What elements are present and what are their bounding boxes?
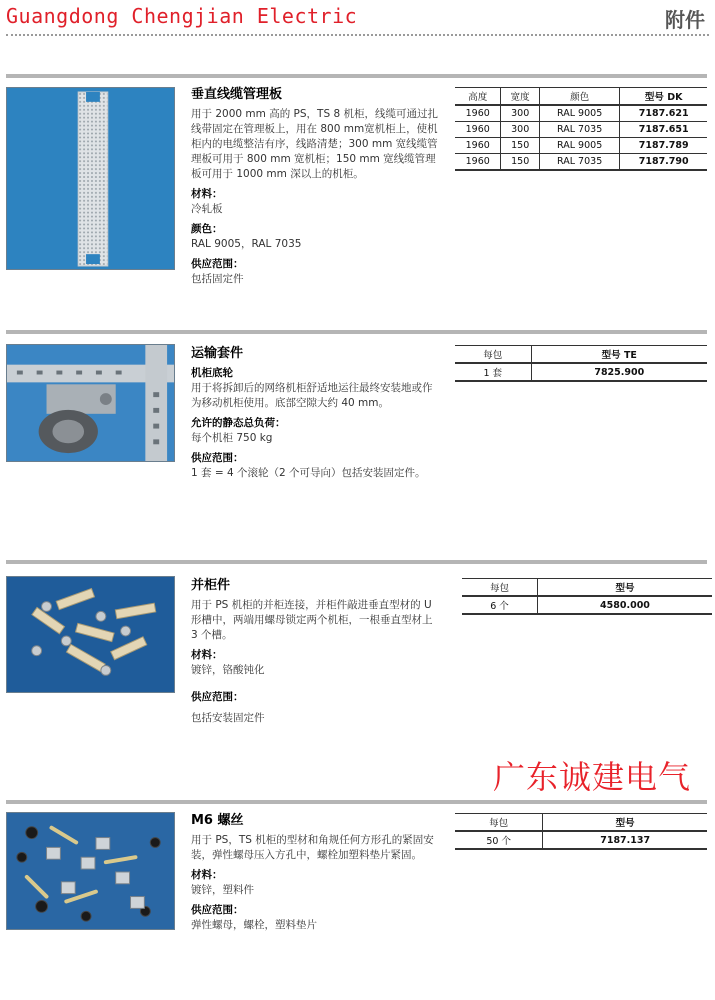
section-title: 附件 — [665, 8, 705, 32]
column-header: 型号 TE — [531, 346, 707, 364]
table-cell: RAL 7035 — [539, 154, 619, 171]
table-row — [455, 154, 707, 171]
load-label: 允许的静态总负荷： — [191, 417, 286, 429]
table-cell: 7187.137 — [543, 831, 707, 849]
product-description: 用于 2000 mm 高的 PS，TS 8 机柜，线缆可通过扎线带固定在管理板上，用在 800 mm宽机柜上，使机柜内的电缆整洁有序，线路清楚；300 mm 宽线缆管理板可用于 800 mm 宽机柜；150 mm 宽线缆管理板可用于 1000 mm 深以上的机柜。 — [191, 108, 438, 180]
table-header-row — [455, 88, 707, 106]
baying-kit-photo — [6, 576, 175, 693]
table-cell: 1960 — [455, 122, 501, 138]
product-description: 用于 PS 机柜的并柜连接，并柜件敲进垂直型材的 U 形槽中，两端用螺母锁定两个机柜，一根垂直型材上 3 个槽。 — [191, 599, 433, 641]
product-title: 运输套件 — [191, 346, 244, 361]
table-cell: RAL 7035 — [539, 122, 619, 138]
table-cell: 150 — [501, 154, 539, 171]
header-divider — [6, 34, 709, 36]
table-cell: 6 个 — [462, 596, 537, 614]
load-value: 每个机柜 750 kg — [191, 432, 273, 444]
cable-panel-photo — [6, 87, 175, 270]
column-header: 型号 DK — [620, 88, 707, 106]
material-value: 冷轧板 — [191, 203, 223, 215]
table-cell: 7825.900 — [531, 363, 707, 381]
table-row — [455, 105, 707, 122]
spec-table-baying-kit — [462, 578, 712, 615]
supply-label: 供应范围： — [191, 258, 244, 270]
table-cell: 1960 — [455, 105, 501, 122]
table-cell: 7187.789 — [620, 138, 707, 154]
table-cell: 7187.790 — [620, 154, 707, 171]
column-header: 高度 — [455, 88, 501, 106]
column-header: 每包 — [462, 579, 537, 597]
supply-value: 弹性螺母，螺栓，塑料垫片 — [191, 919, 317, 931]
section-divider — [6, 560, 707, 564]
table-cell: 7187.621 — [620, 105, 707, 122]
column-header: 颜色 — [539, 88, 619, 106]
table-cell: 150 — [501, 138, 539, 154]
supply-value: 包括固定件 — [191, 273, 244, 285]
company-title: Guangdong Chengjian Electric — [6, 4, 358, 28]
table-cell: 300 — [501, 105, 539, 122]
table-cell: 7187.651 — [620, 122, 707, 138]
table-header-row — [455, 346, 707, 364]
caster-photo — [6, 344, 175, 462]
product-title: 垂直线缆管理板 — [191, 87, 283, 102]
caster-label: 机柜底轮 — [191, 367, 233, 379]
table-row — [455, 138, 707, 154]
product-title: 并柜件 — [191, 578, 231, 593]
table-cell: 1 套 — [455, 363, 531, 381]
company-watermark: 广东诚建电气 — [493, 758, 692, 796]
material-value: 镀锌，塑料件 — [191, 884, 254, 896]
spec-table-m6-screws — [455, 813, 707, 850]
table-row — [455, 122, 707, 138]
column-header: 每包 — [455, 814, 543, 832]
color-label: 颜色： — [191, 223, 223, 235]
product-cable-panel — [191, 86, 441, 287]
spec-table-transport-kit — [455, 345, 707, 382]
supply-label: 供应范围： — [191, 691, 244, 703]
section-divider — [6, 800, 707, 804]
column-header: 型号 — [543, 814, 707, 832]
material-value: 镀锌，铬酸钝化 — [191, 664, 265, 676]
table-header-row — [462, 579, 712, 597]
column-header: 每包 — [455, 346, 531, 364]
table-cell: 1960 — [455, 154, 501, 171]
section-divider — [6, 330, 707, 334]
product-transport-kit — [191, 345, 441, 481]
column-header: 宽度 — [501, 88, 539, 106]
material-label: 材料： — [191, 869, 223, 881]
table-cell: 50 个 — [455, 831, 543, 849]
product-title: M6 螺丝 — [191, 813, 244, 828]
table-cell: RAL 9005 — [539, 138, 619, 154]
table-cell: RAL 9005 — [539, 105, 619, 122]
column-header: 型号 — [537, 579, 712, 597]
table-cell: 300 — [501, 122, 539, 138]
material-label: 材料： — [191, 188, 223, 200]
section-divider — [6, 74, 707, 78]
caster-description: 用于将拆卸后的网络机柜舒适地运往最终安装地或作为移动机柜使用。底部空隙大约 40 mm。 — [191, 382, 433, 409]
supply-label: 供应范围： — [191, 452, 244, 464]
table-row — [462, 596, 712, 614]
supply-label: 供应范围： — [191, 904, 244, 916]
product-description: 用于 PS，TS 机柜的型材和角规任何方形孔的紧固安装，弹性螺母压入方孔中，螺栓加塑料垫片紧固。 — [191, 834, 434, 861]
table-row — [455, 363, 707, 381]
supply-value: 1 套 = 4 个滚轮（2 个可导向）包括安装固定件。 — [191, 467, 426, 479]
supply-value: 包括安装固定件 — [191, 712, 265, 724]
spec-table-cable-panel — [455, 87, 707, 171]
product-m6-screws — [191, 812, 441, 933]
material-label: 材料： — [191, 649, 223, 661]
table-header-row — [455, 814, 707, 832]
color-value: RAL 9005，RAL 7035 — [191, 238, 302, 250]
product-baying-kit — [191, 577, 441, 726]
table-row — [455, 831, 707, 849]
m6-screws-photo — [6, 812, 175, 930]
table-cell: 4580.000 — [537, 596, 712, 614]
table-cell: 1960 — [455, 138, 501, 154]
